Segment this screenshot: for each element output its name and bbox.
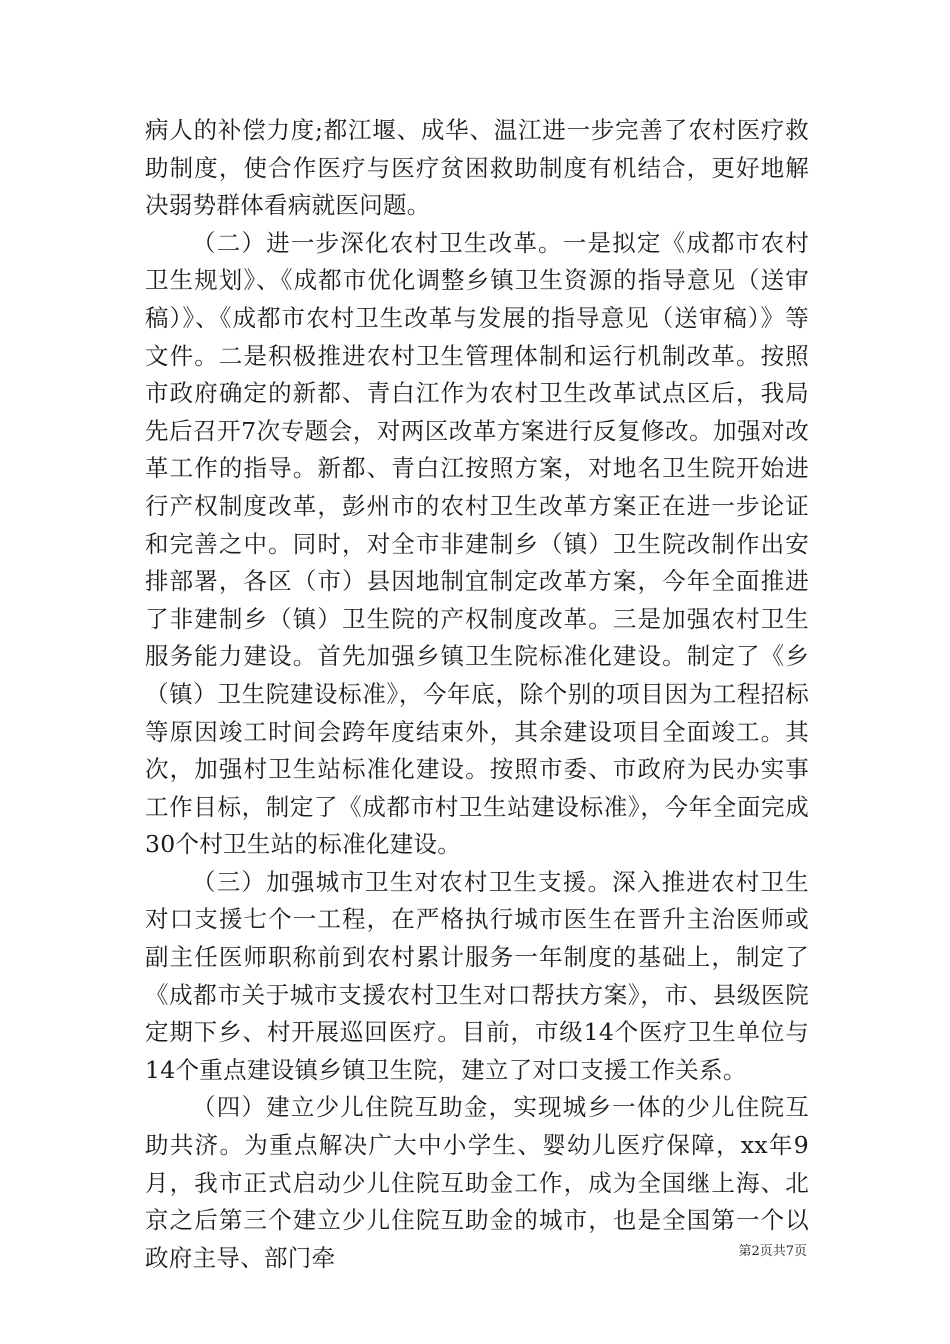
paragraph-children-fund: （四）建立少儿住院互助金，实现城乡一体的少儿住院互助共济。为重点解决广大中小学生、婴幼儿医疗保障，xx年9月，我市正式启动少儿住院互助金工作，成为全国继上海、北京之后第三个建立少儿住院互助金的城市，也是全国第一个以政府主导、部门牵 xyxy=(145,1093,809,1272)
paragraph-continuation: 病人的补偿力度;都江堰、成华、温江进一步完善了农村医疗救助制度，使合作医疗与医疗贫困救助制度有机结合，更好地解决弱势群体看病就医问题。 xyxy=(145,116,809,220)
document-body xyxy=(145,112,809,1277)
paragraph-rural-reform: （二）进一步深化农村卫生改革。一是拟定《成都市农村卫生规划》、《成都市优化调整乡镇卫生资源的指导意见（送审稿）》、《成都市农村卫生改革与发展的指导意见（送审稿）》等文件。二是积极推进农村卫生管理体制和运行机制改革。按照市政府确定的新都、青白江作为农村卫生改革试点区后，我局先后召开7次专题会，对两区改革方案进行反复修改。加强对改革工作的指导。新都、青白江按照方案，对地名卫生院开始进行产权制度改革，彭州市的农村卫生改革方案正在进一步论证和完善之中。同时，对全市非建制乡（镇）卫生院改制作出安排部署，各区（市）县因地制宜制定改革方案，今年全面推进了非建制乡（镇）卫生院的产权制度改革。三是加强农村卫生服务能力建设。首先加强乡镇卫生院标准化建设。制定了《乡（镇）卫生院建设标准》，今年底，除个别的项目因为工程招标等原因竣工时间会跨年度结束外，其余建设项目全面竣工。其次，加强村卫生站标准化建设。按照市委、市政府为民办实事工作目标，制定了《成都市村卫生站建设标准》，今年全面完成30个村卫生站的标准化建设。 xyxy=(145,228,809,859)
page-number-footer: 第2页共7页 xyxy=(738,1244,807,1259)
paragraph-urban-support: （三）加强城市卫生对农村卫生支援。深入推进农村卫生对口支援七个一工程，在严格执行城市医生在晋升主治医师或副主任医师职称前到农村累计服务一年制度的基础上，制定了《成都市关于城市支援农村卫生对口帮扶方案》，市、县级医院定期下乡、村开展巡回医疗。目前，市级14个医疗卫生单位与14个重点建设镇乡镇卫生院，建立了对口支援工作关系。 xyxy=(145,867,809,1084)
